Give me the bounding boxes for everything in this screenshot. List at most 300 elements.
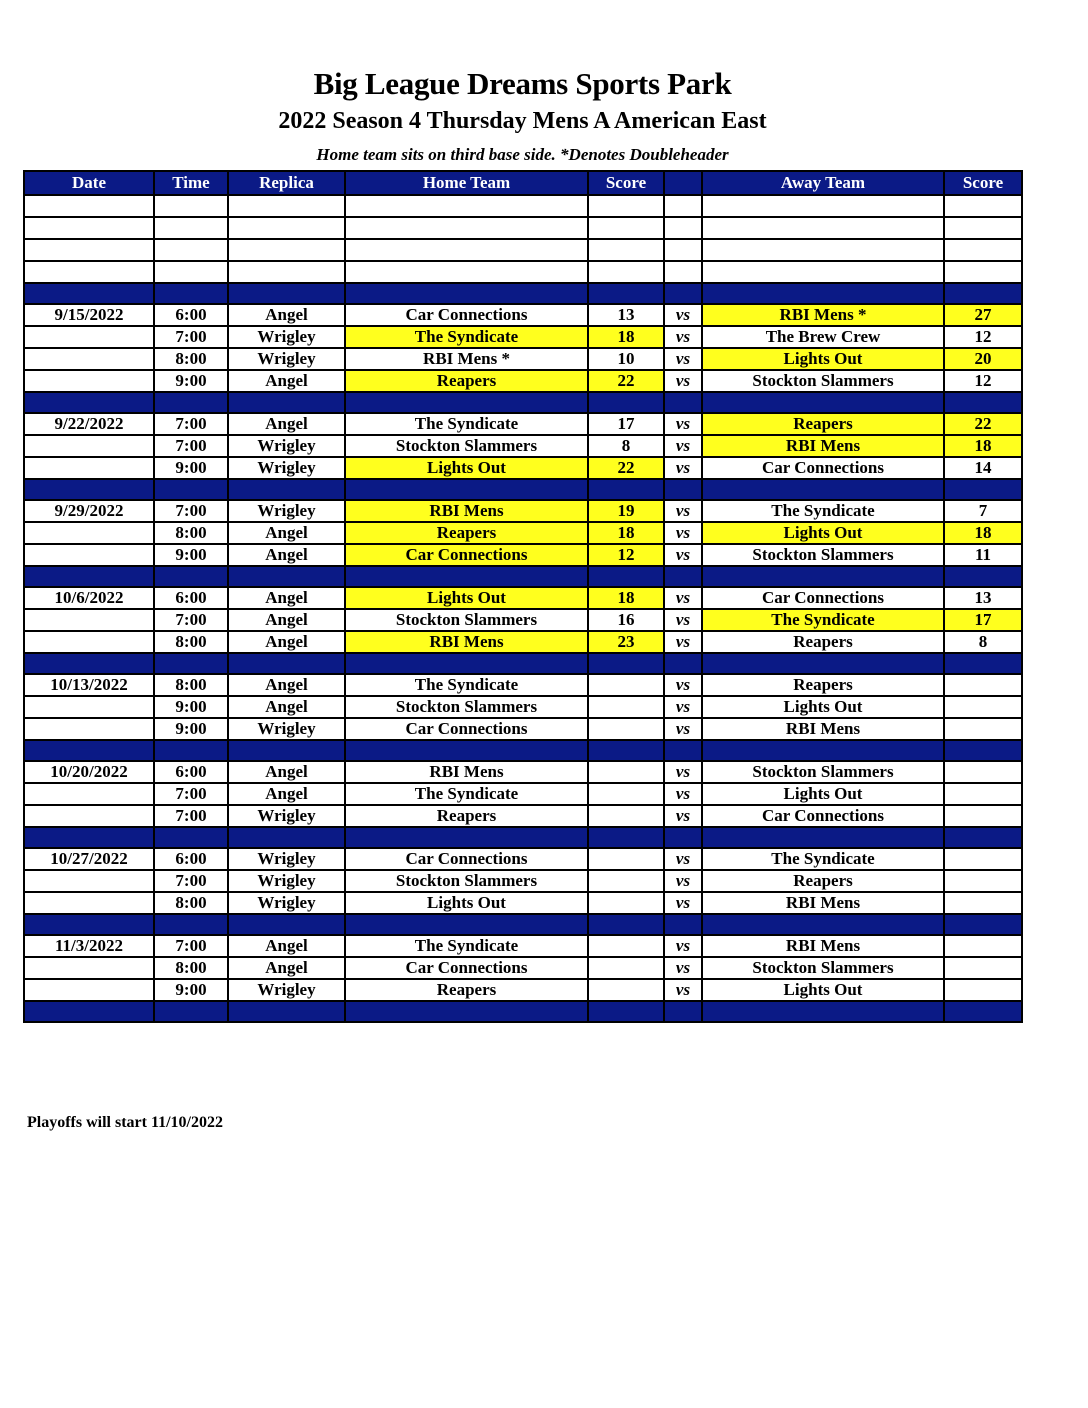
away-score-cell	[944, 261, 1022, 283]
column-header-date: Date	[24, 171, 154, 195]
page-subtitle: 2022 Season 4 Thursday Mens A American East	[278, 108, 767, 134]
away-score-cell	[944, 870, 1022, 892]
date-cell	[24, 892, 154, 914]
away-score-cell: 18	[944, 435, 1022, 457]
home-score-cell	[588, 1001, 664, 1022]
away-score-cell: 18	[944, 522, 1022, 544]
replica-cell: Angel	[228, 631, 345, 653]
date-cell: 10/27/2022	[24, 848, 154, 870]
table-row	[24, 935, 1022, 957]
away-score-cell: 8	[944, 631, 1022, 653]
table-row	[24, 304, 1022, 326]
replica-cell: Wrigley	[228, 435, 345, 457]
home-score-cell	[588, 979, 664, 1001]
vs-cell: vs	[664, 957, 702, 979]
blank-row	[24, 239, 1022, 261]
home-team-cell	[345, 827, 588, 848]
replica-cell	[228, 653, 345, 674]
date-cell: 10/20/2022	[24, 761, 154, 783]
away-team-cell	[702, 914, 944, 935]
table-row	[24, 761, 1022, 783]
replica-cell	[228, 566, 345, 587]
away-score-cell	[944, 674, 1022, 696]
date-cell	[24, 370, 154, 392]
vs-cell	[664, 653, 702, 674]
away-score-cell: 27	[944, 304, 1022, 326]
away-team-cell: RBI Mens *	[702, 304, 944, 326]
vs-cell	[664, 239, 702, 261]
table-row	[24, 957, 1022, 979]
time-cell	[154, 283, 228, 304]
date-cell	[24, 783, 154, 805]
away-score-cell	[944, 566, 1022, 587]
away-score-cell	[944, 761, 1022, 783]
away-score-cell	[944, 740, 1022, 761]
vs-cell: vs	[664, 544, 702, 566]
home-score-cell: 19	[588, 500, 664, 522]
home-score-cell	[588, 740, 664, 761]
table-row	[24, 457, 1022, 479]
time-cell: 9:00	[154, 718, 228, 740]
home-score-cell: 23	[588, 631, 664, 653]
home-score-cell	[588, 957, 664, 979]
away-score-cell	[944, 653, 1022, 674]
away-team-cell: Car Connections	[702, 805, 944, 827]
date-cell	[24, 435, 154, 457]
date-cell	[24, 740, 154, 761]
away-team-cell: Reapers	[702, 870, 944, 892]
date-cell	[24, 827, 154, 848]
vs-cell	[664, 740, 702, 761]
home-score-cell	[588, 195, 664, 217]
replica-cell	[228, 740, 345, 761]
column-header-home-team: Home Team	[345, 171, 588, 195]
home-score-cell	[588, 935, 664, 957]
vs-cell: vs	[664, 892, 702, 914]
vs-cell: vs	[664, 413, 702, 435]
time-cell: 6:00	[154, 761, 228, 783]
time-cell: 7:00	[154, 413, 228, 435]
away-team-cell: Lights Out	[702, 979, 944, 1001]
home-team-cell	[345, 479, 588, 500]
home-team-cell: Reapers	[345, 805, 588, 827]
home-team-cell: Stockton Slammers	[345, 435, 588, 457]
home-score-cell	[588, 653, 664, 674]
table-row	[24, 326, 1022, 348]
vs-cell	[664, 392, 702, 413]
home-team-cell: RBI Mens *	[345, 348, 588, 370]
away-score-cell: 7	[944, 500, 1022, 522]
vs-cell: vs	[664, 522, 702, 544]
replica-cell: Wrigley	[228, 892, 345, 914]
away-team-cell: Stockton Slammers	[702, 761, 944, 783]
home-score-cell: 18	[588, 522, 664, 544]
away-score-cell	[944, 696, 1022, 718]
separator-row	[24, 479, 1022, 500]
home-team-cell: Car Connections	[345, 848, 588, 870]
away-score-cell	[944, 217, 1022, 239]
vs-cell: vs	[664, 979, 702, 1001]
home-team-cell: The Syndicate	[345, 674, 588, 696]
home-score-cell: 17	[588, 413, 664, 435]
home-team-cell: Stockton Slammers	[345, 696, 588, 718]
date-cell	[24, 631, 154, 653]
vs-cell: vs	[664, 609, 702, 631]
replica-cell: Angel	[228, 304, 345, 326]
home-team-cell	[345, 239, 588, 261]
vs-cell: vs	[664, 457, 702, 479]
away-team-cell: Car Connections	[702, 457, 944, 479]
page-title: Big League Dreams Sports Park	[313, 66, 732, 101]
away-score-cell	[944, 805, 1022, 827]
time-cell: 6:00	[154, 587, 228, 609]
replica-cell: Angel	[228, 587, 345, 609]
separator-row	[24, 653, 1022, 674]
date-cell	[24, 392, 154, 413]
time-cell	[154, 479, 228, 500]
date-cell	[24, 195, 154, 217]
vs-cell: vs	[664, 761, 702, 783]
away-score-cell	[944, 392, 1022, 413]
home-team-cell: Lights Out	[345, 892, 588, 914]
time-cell: 9:00	[154, 370, 228, 392]
home-team-cell: RBI Mens	[345, 500, 588, 522]
time-cell: 8:00	[154, 674, 228, 696]
date-cell: 10/6/2022	[24, 587, 154, 609]
time-cell	[154, 239, 228, 261]
home-team-cell: Car Connections	[345, 718, 588, 740]
away-team-cell	[702, 740, 944, 761]
away-score-cell	[944, 957, 1022, 979]
away-score-cell: 13	[944, 587, 1022, 609]
column-header-away-team: Away Team	[702, 171, 944, 195]
blank-row	[24, 195, 1022, 217]
away-team-cell: The Syndicate	[702, 848, 944, 870]
home-score-cell: 16	[588, 609, 664, 631]
separator-row	[24, 283, 1022, 304]
time-cell	[154, 566, 228, 587]
column-header-vs	[664, 171, 702, 195]
vs-cell: vs	[664, 848, 702, 870]
replica-cell: Angel	[228, 783, 345, 805]
column-header-away-score: Score	[944, 171, 1022, 195]
away-team-cell: Stockton Slammers	[702, 957, 944, 979]
time-cell	[154, 392, 228, 413]
home-score-cell	[588, 761, 664, 783]
home-score-cell	[588, 479, 664, 500]
table-row	[24, 587, 1022, 609]
replica-cell	[228, 1001, 345, 1022]
date-cell	[24, 566, 154, 587]
time-cell: 7:00	[154, 435, 228, 457]
home-score-cell	[588, 696, 664, 718]
table-row	[24, 435, 1022, 457]
replica-cell	[228, 217, 345, 239]
replica-cell	[228, 392, 345, 413]
time-cell: 8:00	[154, 892, 228, 914]
replica-cell: Wrigley	[228, 457, 345, 479]
home-team-cell: The Syndicate	[345, 783, 588, 805]
date-cell: 9/22/2022	[24, 413, 154, 435]
time-cell: 7:00	[154, 935, 228, 957]
replica-cell: Angel	[228, 696, 345, 718]
away-team-cell: RBI Mens	[702, 435, 944, 457]
replica-cell: Wrigley	[228, 500, 345, 522]
home-team-cell	[345, 653, 588, 674]
date-cell	[24, 348, 154, 370]
home-score-cell: 8	[588, 435, 664, 457]
away-team-cell: Lights Out	[702, 783, 944, 805]
away-team-cell: Stockton Slammers	[702, 544, 944, 566]
date-cell	[24, 261, 154, 283]
home-team-cell: The Syndicate	[345, 413, 588, 435]
time-cell: 7:00	[154, 783, 228, 805]
time-cell: 7:00	[154, 500, 228, 522]
time-cell: 8:00	[154, 522, 228, 544]
blank-row	[24, 217, 1022, 239]
away-team-cell: Lights Out	[702, 348, 944, 370]
away-score-cell: 12	[944, 326, 1022, 348]
time-cell: 6:00	[154, 304, 228, 326]
home-score-cell	[588, 283, 664, 304]
away-team-cell: Lights Out	[702, 696, 944, 718]
home-team-cell	[345, 283, 588, 304]
table-row	[24, 544, 1022, 566]
time-cell: 7:00	[154, 870, 228, 892]
time-cell: 6:00	[154, 848, 228, 870]
date-cell	[24, 957, 154, 979]
time-cell: 9:00	[154, 544, 228, 566]
away-score-cell	[944, 783, 1022, 805]
home-score-cell: 10	[588, 348, 664, 370]
table-row	[24, 370, 1022, 392]
home-score-cell	[588, 805, 664, 827]
vs-cell: vs	[664, 435, 702, 457]
home-score-cell	[588, 261, 664, 283]
away-team-cell: Car Connections	[702, 587, 944, 609]
home-team-cell: Stockton Slammers	[345, 870, 588, 892]
home-team-cell: Reapers	[345, 522, 588, 544]
vs-cell: vs	[664, 587, 702, 609]
home-team-cell	[345, 217, 588, 239]
away-team-cell: RBI Mens	[702, 935, 944, 957]
vs-cell: vs	[664, 805, 702, 827]
date-cell	[24, 457, 154, 479]
away-team-cell: Reapers	[702, 674, 944, 696]
away-team-cell: The Syndicate	[702, 609, 944, 631]
vs-cell: vs	[664, 696, 702, 718]
vs-cell: vs	[664, 348, 702, 370]
date-cell	[24, 239, 154, 261]
home-score-cell	[588, 239, 664, 261]
vs-cell: vs	[664, 870, 702, 892]
replica-cell: Wrigley	[228, 848, 345, 870]
vs-cell: vs	[664, 674, 702, 696]
time-cell: 8:00	[154, 957, 228, 979]
vs-cell	[664, 479, 702, 500]
home-score-cell: 22	[588, 370, 664, 392]
column-header-time: Time	[154, 171, 228, 195]
replica-cell: Wrigley	[228, 805, 345, 827]
replica-cell: Angel	[228, 413, 345, 435]
playoffs-note: Playoffs will start 11/10/2022	[27, 1114, 223, 1131]
home-score-cell	[588, 892, 664, 914]
date-cell	[24, 653, 154, 674]
table-header-row	[24, 171, 1022, 195]
home-team-cell: The Syndicate	[345, 935, 588, 957]
away-score-cell	[944, 283, 1022, 304]
away-team-cell	[702, 566, 944, 587]
home-score-cell: 18	[588, 587, 664, 609]
home-score-cell	[588, 718, 664, 740]
time-cell	[154, 195, 228, 217]
table-row	[24, 783, 1022, 805]
vs-cell	[664, 566, 702, 587]
replica-cell: Wrigley	[228, 979, 345, 1001]
away-score-cell	[944, 979, 1022, 1001]
table-row	[24, 413, 1022, 435]
vs-cell: vs	[664, 935, 702, 957]
away-team-cell	[702, 392, 944, 413]
home-team-cell: RBI Mens	[345, 761, 588, 783]
vs-cell	[664, 195, 702, 217]
vs-cell	[664, 261, 702, 283]
table-row	[24, 631, 1022, 653]
replica-cell: Angel	[228, 761, 345, 783]
replica-cell: Angel	[228, 370, 345, 392]
replica-cell	[228, 914, 345, 935]
table-row	[24, 696, 1022, 718]
home-team-cell: RBI Mens	[345, 631, 588, 653]
home-score-cell: 22	[588, 457, 664, 479]
date-cell: 10/13/2022	[24, 674, 154, 696]
date-cell	[24, 870, 154, 892]
away-team-cell	[702, 479, 944, 500]
date-cell	[24, 979, 154, 1001]
replica-cell: Wrigley	[228, 718, 345, 740]
home-score-cell	[588, 566, 664, 587]
home-team-cell: Reapers	[345, 370, 588, 392]
replica-cell: Angel	[228, 522, 345, 544]
time-cell	[154, 217, 228, 239]
table-row	[24, 979, 1022, 1001]
home-team-cell: Stockton Slammers	[345, 609, 588, 631]
away-score-cell: 11	[944, 544, 1022, 566]
table-row	[24, 892, 1022, 914]
time-cell	[154, 740, 228, 761]
home-team-cell: Car Connections	[345, 957, 588, 979]
away-score-cell	[944, 892, 1022, 914]
home-team-cell	[345, 261, 588, 283]
vs-cell: vs	[664, 500, 702, 522]
replica-cell	[228, 479, 345, 500]
separator-row	[24, 740, 1022, 761]
home-team-cell: Car Connections	[345, 544, 588, 566]
away-team-cell: RBI Mens	[702, 892, 944, 914]
replica-cell	[228, 283, 345, 304]
away-team-cell: Reapers	[702, 631, 944, 653]
schedule-table	[23, 170, 1023, 1023]
vs-cell	[664, 1001, 702, 1022]
date-cell	[24, 609, 154, 631]
away-score-cell	[944, 1001, 1022, 1022]
separator-row	[24, 827, 1022, 848]
home-team-cell	[345, 392, 588, 413]
replica-cell: Angel	[228, 935, 345, 957]
replica-cell	[228, 261, 345, 283]
date-cell: 9/29/2022	[24, 500, 154, 522]
vs-cell: vs	[664, 783, 702, 805]
time-cell: 9:00	[154, 457, 228, 479]
away-team-cell	[702, 1001, 944, 1022]
away-score-cell	[944, 848, 1022, 870]
replica-cell: Angel	[228, 544, 345, 566]
home-score-cell	[588, 783, 664, 805]
away-team-cell: Lights Out	[702, 522, 944, 544]
vs-cell: vs	[664, 718, 702, 740]
away-score-cell	[944, 827, 1022, 848]
away-team-cell: Stockton Slammers	[702, 370, 944, 392]
time-cell: 8:00	[154, 631, 228, 653]
away-score-cell	[944, 718, 1022, 740]
away-team-cell	[702, 283, 944, 304]
date-cell	[24, 805, 154, 827]
home-score-cell	[588, 870, 664, 892]
home-team-cell: The Syndicate	[345, 326, 588, 348]
away-team-cell: RBI Mens	[702, 718, 944, 740]
date-cell	[24, 217, 154, 239]
replica-cell: Angel	[228, 674, 345, 696]
time-cell	[154, 914, 228, 935]
replica-cell: Wrigley	[228, 326, 345, 348]
away-team-cell	[702, 261, 944, 283]
table-row	[24, 718, 1022, 740]
separator-row	[24, 914, 1022, 935]
home-score-cell: 18	[588, 326, 664, 348]
replica-cell	[228, 827, 345, 848]
time-cell: 9:00	[154, 979, 228, 1001]
vs-cell	[664, 827, 702, 848]
table-row	[24, 500, 1022, 522]
home-team-cell	[345, 1001, 588, 1022]
home-team-cell: Lights Out	[345, 587, 588, 609]
column-header-home-score: Score	[588, 171, 664, 195]
time-cell	[154, 653, 228, 674]
away-score-cell: 17	[944, 609, 1022, 631]
away-score-cell	[944, 479, 1022, 500]
home-team-cell	[345, 740, 588, 761]
time-cell: 7:00	[154, 609, 228, 631]
replica-cell: Wrigley	[228, 870, 345, 892]
away-team-cell	[702, 653, 944, 674]
home-score-cell: 12	[588, 544, 664, 566]
date-cell	[24, 479, 154, 500]
date-cell	[24, 283, 154, 304]
home-team-cell: Car Connections	[345, 304, 588, 326]
table-row	[24, 609, 1022, 631]
date-cell: 11/3/2022	[24, 935, 154, 957]
time-cell	[154, 261, 228, 283]
vs-cell: vs	[664, 631, 702, 653]
vs-cell	[664, 283, 702, 304]
time-cell: 7:00	[154, 805, 228, 827]
time-cell: 7:00	[154, 326, 228, 348]
separator-row	[24, 1001, 1022, 1022]
separator-row	[24, 566, 1022, 587]
separator-row	[24, 392, 1022, 413]
away-score-cell	[944, 195, 1022, 217]
table-row	[24, 848, 1022, 870]
